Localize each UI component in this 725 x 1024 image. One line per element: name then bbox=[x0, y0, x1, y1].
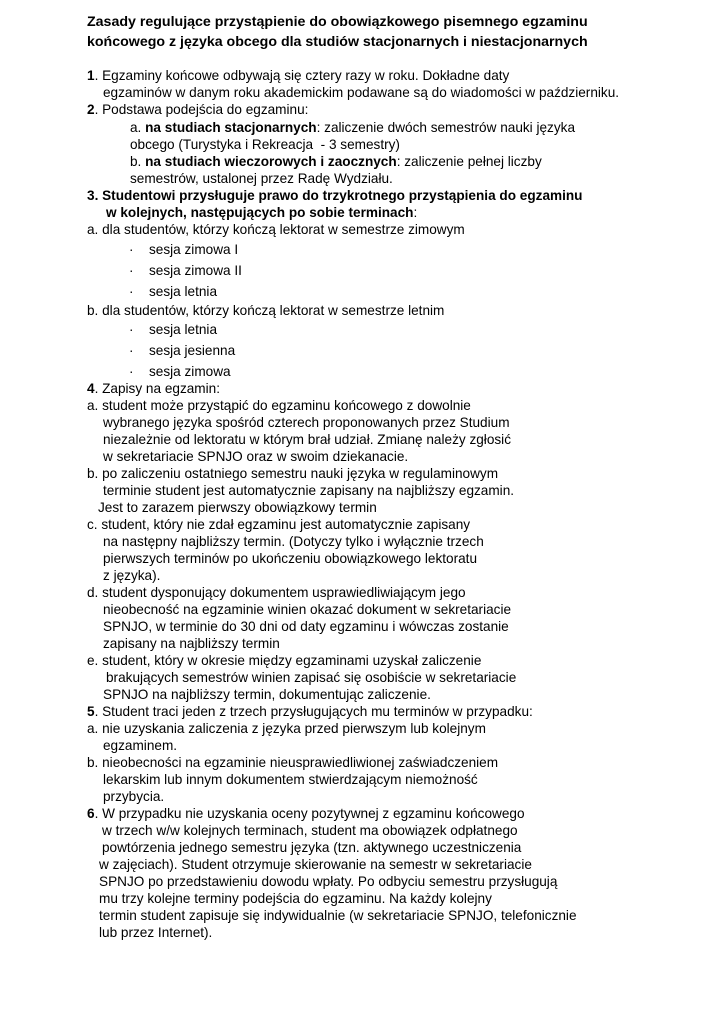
list-item-text: sesja jesienna bbox=[149, 343, 236, 358]
section-5-item-b-line: przybycia. bbox=[103, 789, 165, 804]
list-item-text: sesja letnia bbox=[149, 284, 218, 299]
section-4-item-d-line: nieobecność na egzaminie winien okazać dokument w sekretariacie bbox=[103, 602, 512, 617]
section-6-line: w trzech w/w kolejnych terminach, student ma obowiązek odpłatnego bbox=[102, 823, 518, 838]
item-b-rest: : zaliczenie pełnej liczby bbox=[396, 154, 542, 169]
list-item bbox=[129, 363, 231, 380]
section-4-item-d-line: SPNJO, w terminie do 30 dni od daty egzaminu i wówczas zostanie bbox=[103, 619, 509, 634]
section-1-number: 1 bbox=[87, 68, 95, 83]
bullet-icon: · bbox=[129, 322, 134, 337]
section-4-item-c-line: pierwszych terminów po ukończeniu obowiązkowego lektoratu bbox=[103, 551, 478, 566]
list-item-text: sesja zimowa bbox=[149, 364, 231, 379]
section-3-line-1 bbox=[87, 187, 582, 204]
bullet-icon: · bbox=[129, 263, 134, 278]
list-item-text: sesja zimowa II bbox=[149, 263, 242, 278]
section-1-line-2: egzaminów w danym roku akademickim podawane są do wiadomości w październiku. bbox=[103, 85, 620, 100]
bullet-icon: · bbox=[129, 343, 134, 358]
section-4-item-b-line: terminie student jest automatycznie zapisany na najbliższy egzamin. bbox=[103, 483, 515, 498]
section-4-item-d: d. student dysponujący dokumentem usprawiedliwiającym jego bbox=[87, 585, 466, 600]
section-3-item-a: a. dla studentów, którzy kończą lektorat w semestrze zimowym bbox=[87, 222, 465, 237]
item-b-bold: na studiach wieczorowych i zaocznych bbox=[145, 154, 397, 169]
section-6-line: termin student zapisuje się indywidualnie (w sekretariacie SPNJO, telefonicznie bbox=[99, 908, 577, 923]
section-4-item-d-line: zapisany na najbliższy termin bbox=[103, 636, 280, 651]
title-line-2: końcowego z języka obcego dla studiów stacjonarnych i niestacjonarnych bbox=[87, 34, 588, 50]
bullet-icon: · bbox=[129, 364, 134, 379]
list-item bbox=[129, 321, 218, 338]
section-4-item-a-line: niezależnie od lektoratu w którym brał udział. Zmianę należy zgłosić bbox=[103, 432, 511, 447]
section-6-line: mu trzy kolejne terminy podejścia do egzaminu. Na każdy kolejny bbox=[99, 891, 492, 906]
section-5-line-1 bbox=[87, 703, 533, 720]
item-a-rest: : zaliczenie dwóch semestrów nauki języka bbox=[316, 120, 576, 135]
section-6-line: powtórzenia jednego semestru języka (tzn. aktywnego uczestniczenia bbox=[102, 840, 522, 855]
section-4-item-e-line: SPNJO na najbliższy termin, dokumentując zaliczenie. bbox=[103, 687, 431, 702]
section-3-line-2 bbox=[106, 204, 417, 221]
section-4-item-b: b. po zaliczeniu ostatniego semestru nauki języka w regulaminowym bbox=[87, 466, 499, 481]
section-5-text: . Student traci jeden z trzech przysługujących mu terminów w przypadku: bbox=[94, 704, 533, 719]
list-item-text: sesja letnia bbox=[149, 322, 218, 337]
section-4-item-e-line: brakujących semestrów winien zapisać się osobiście w sekretariacie bbox=[106, 670, 517, 685]
section-5-number: 5 bbox=[87, 704, 95, 719]
section-6-line: lub przez Internet). bbox=[99, 925, 213, 940]
list-item bbox=[129, 283, 218, 300]
item-a-prefix: a. bbox=[130, 120, 146, 135]
section-3-text-2: w kolejnych, następujących po sobie terminach bbox=[106, 205, 414, 220]
section-3-colon: : bbox=[413, 205, 418, 220]
section-2-item-a-line-2: obcego (Turystyka i Rekreacja - 3 semestry) bbox=[130, 137, 400, 152]
section-6-line: w zajęciach). Student otrzymuje skierowanie na semestr w sekretariacie bbox=[99, 857, 532, 872]
section-4-text: . Zapisy na egzamin: bbox=[94, 381, 220, 396]
section-4-line-1 bbox=[87, 380, 220, 397]
section-4-item-e: e. student, który w okresie między egzaminami uzyskał zaliczenie bbox=[87, 653, 482, 668]
section-6-text: . W przypadku nie uzyskania oceny pozytywnej z egzaminu końcowego bbox=[94, 806, 525, 821]
section-1-line-1 bbox=[87, 67, 509, 84]
section-6-line-1 bbox=[87, 805, 525, 822]
section-2-text: . Podstawa podejścia do egzaminu: bbox=[94, 102, 309, 117]
bullet-icon: · bbox=[129, 284, 134, 299]
list-item bbox=[129, 241, 239, 258]
section-4-item-c: c. student, który nie zdał egzaminu jest automatycznie zapisany bbox=[87, 517, 471, 532]
section-5-item-b: b. nieobecności na egzaminie nieusprawiedliwionej zaświadczeniem bbox=[87, 755, 499, 770]
section-1-text: . Egzaminy końcowe odbywają się cztery razy w roku. Dokładne daty bbox=[94, 68, 510, 83]
section-2-item-b bbox=[130, 153, 542, 170]
section-6-line: SPNJO po przedstawieniu dowodu wpłaty. Po odbyciu semestru przysługują bbox=[99, 874, 558, 889]
section-2-line-1 bbox=[87, 101, 308, 118]
section-5-item-a: a. nie uzyskania zaliczenia z języka przed pierwszym lub kolejnym bbox=[87, 721, 486, 736]
item-b-prefix: b. bbox=[130, 154, 146, 169]
section-5-item-a-line: egzaminem. bbox=[103, 738, 178, 753]
item-a-bold: na studiach stacjonarnych bbox=[145, 120, 317, 135]
list-item bbox=[129, 342, 236, 359]
section-3-number: 3 bbox=[87, 188, 95, 203]
list-item bbox=[129, 262, 242, 279]
section-4-item-b-line: Jest to zarazem pierwszy obowiązkowy termin bbox=[98, 500, 377, 515]
section-3-text: . Studentowi przysługuje prawo do trzykrotnego przystąpienia do egzaminu bbox=[94, 188, 583, 203]
section-2-item-a bbox=[130, 119, 575, 136]
section-4-item-c-line: na następny najbliższy termin. (Dotyczy tylko i wyłącznie trzech bbox=[103, 534, 484, 549]
section-4-item-a: a. student może przystąpić do egzaminu końcowego z dowolnie bbox=[87, 398, 471, 413]
section-2-number: 2 bbox=[87, 102, 95, 117]
section-4-item-a-line: wybranego języka spośród czterech proponowanych przez Studium bbox=[103, 415, 510, 430]
bullet-icon: · bbox=[129, 242, 134, 257]
title-line-1: Zasady regulujące przystąpienie do obowiązkowego pisemnego egzaminu bbox=[87, 14, 588, 30]
section-4-item-c-line: z języka). bbox=[103, 568, 161, 583]
section-6-number: 6 bbox=[87, 806, 95, 821]
list-item-text: sesja zimowa I bbox=[149, 242, 239, 257]
section-5-item-b-line: lekarskim lub innym dokumentem stwierdzającym niemożność bbox=[103, 772, 478, 787]
section-4-item-a-line: w sekretariacie SPNJO oraz w swoim dziekanacie. bbox=[103, 449, 409, 464]
section-3-item-b: b. dla studentów, którzy kończą lektorat w semestrze letnim bbox=[87, 303, 445, 318]
section-2-item-b-line-2: semestrów, ustalonej przez Radę Wydziału. bbox=[130, 171, 393, 186]
section-4-number: 4 bbox=[87, 381, 95, 396]
